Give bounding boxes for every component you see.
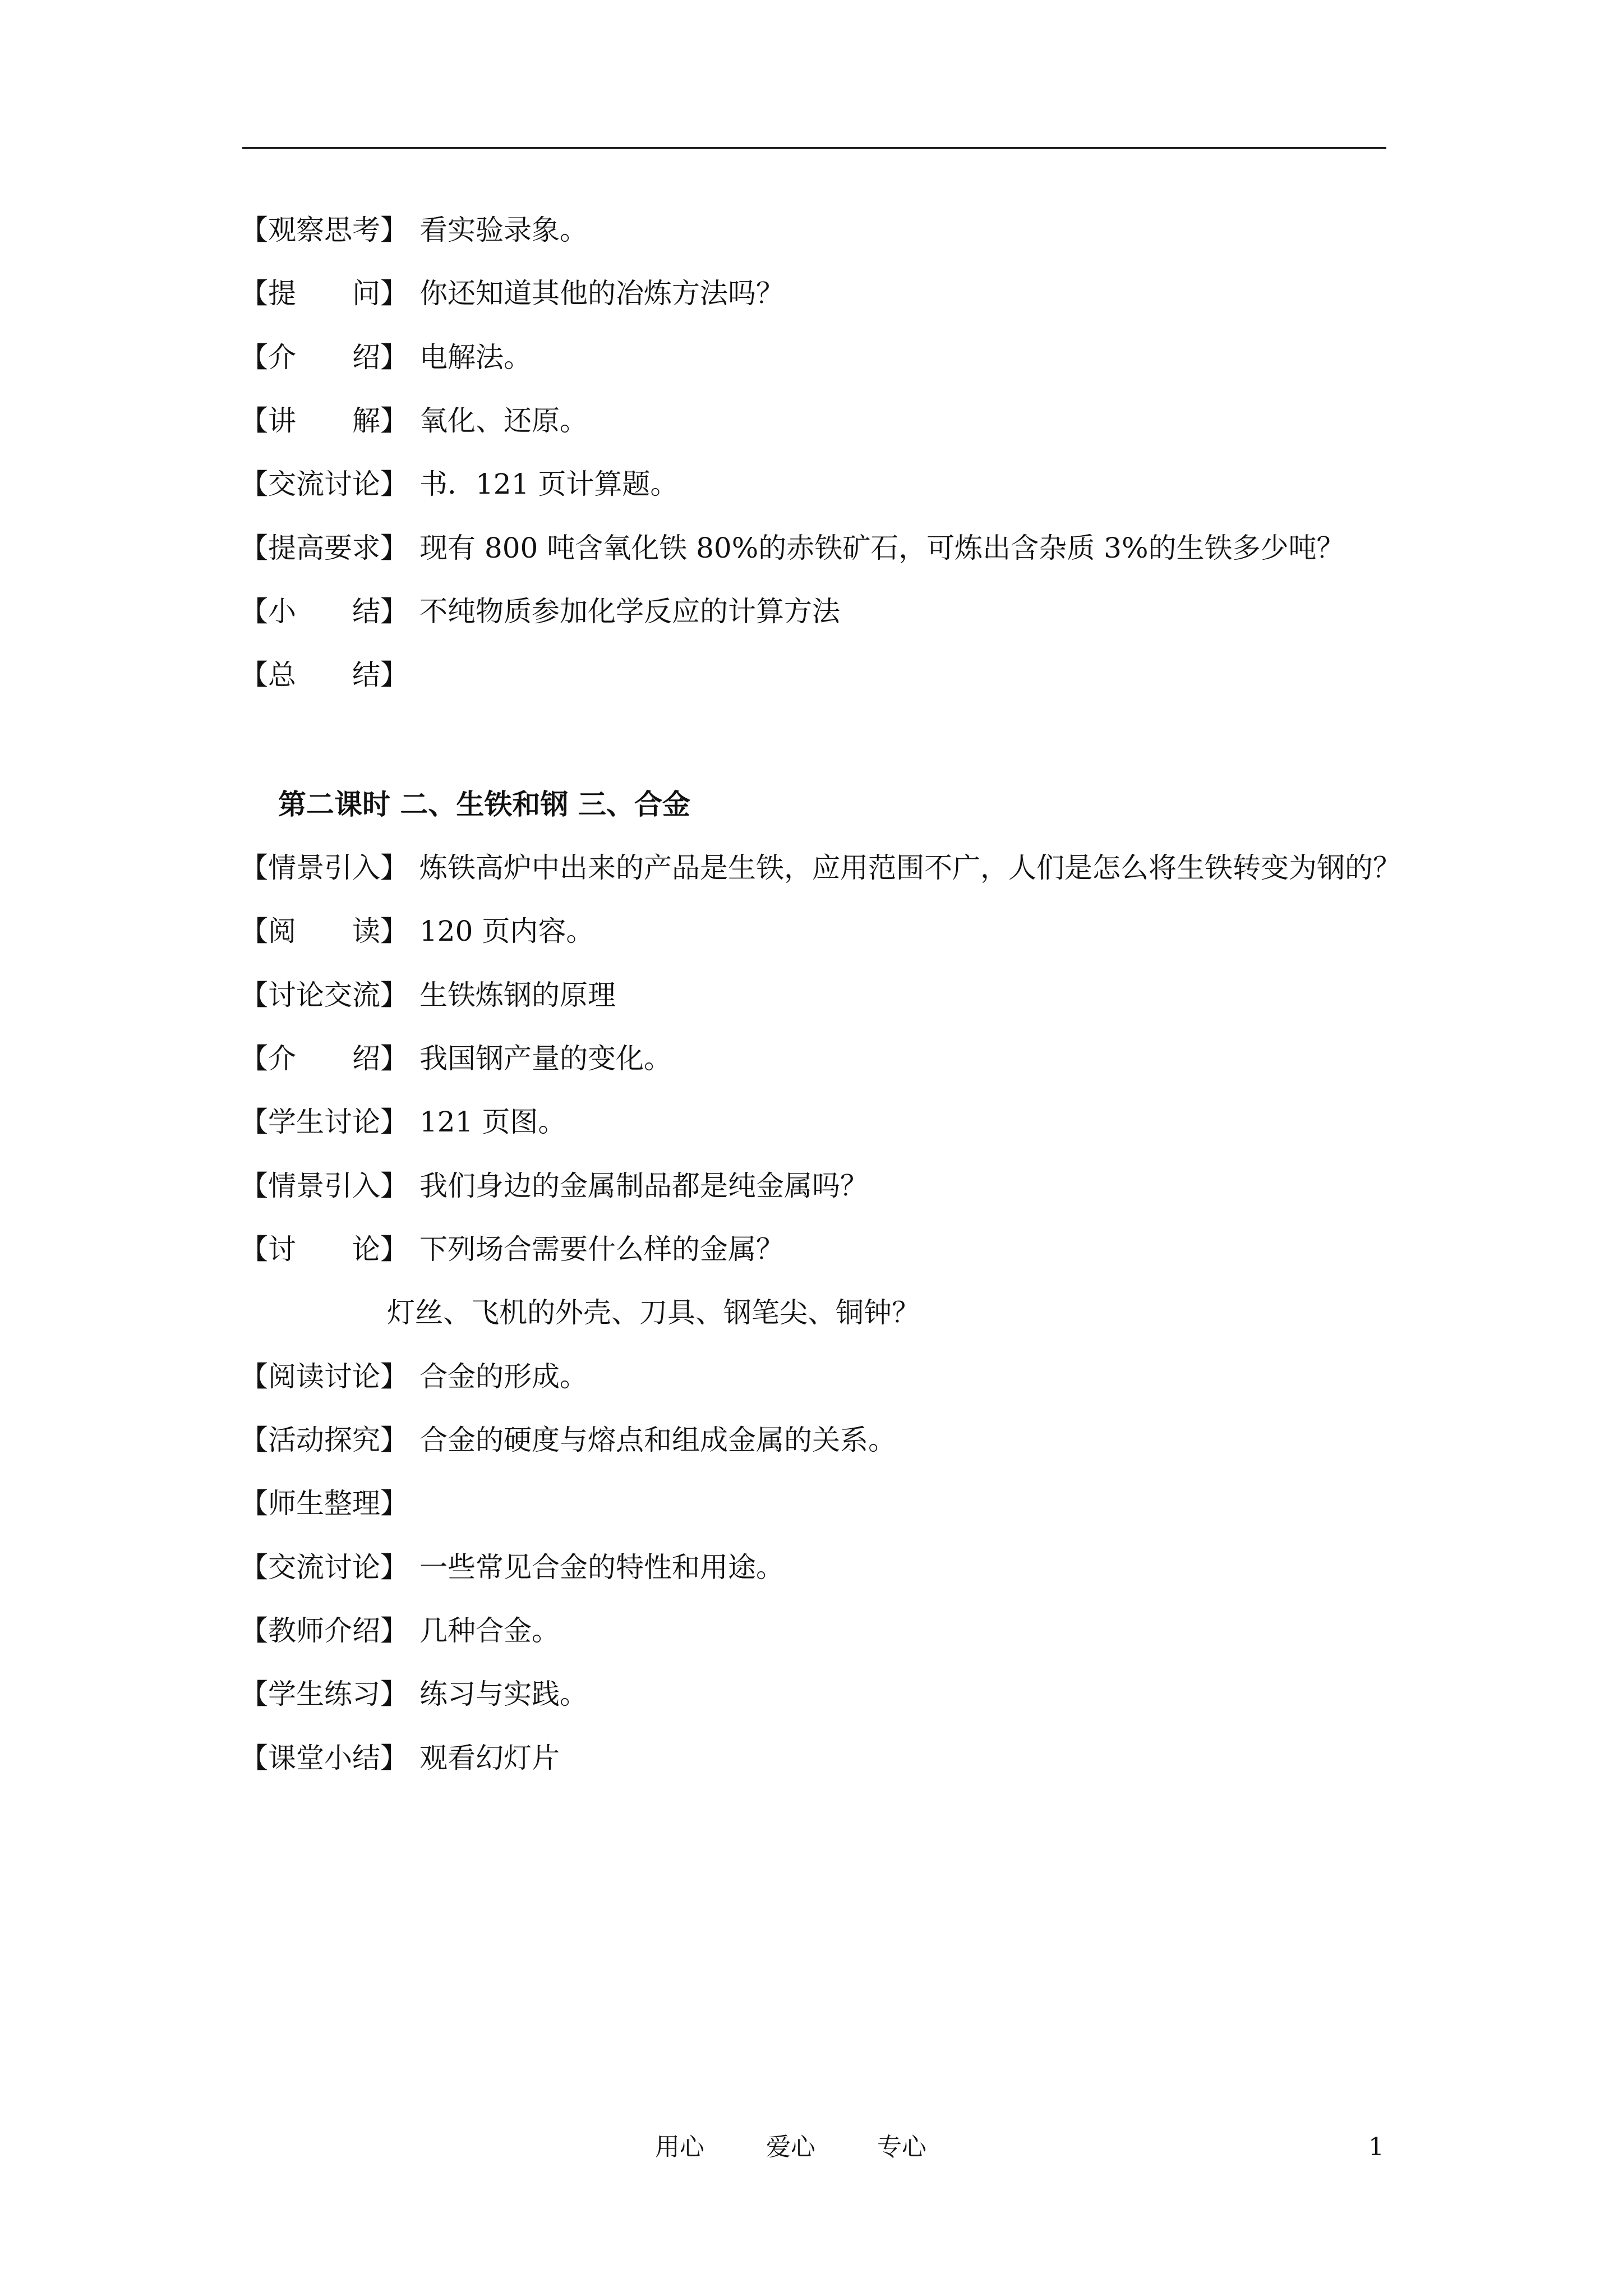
line-text: 合金的形成。 xyxy=(419,1360,588,1393)
line-scenario-intro-metals xyxy=(240,1169,868,1203)
line-discuss xyxy=(240,1232,784,1266)
line-tag: 【讨论交流】 xyxy=(240,979,408,1011)
line-text: 电解法。 xyxy=(419,341,532,374)
line-tag: 【介 绍】 xyxy=(240,1042,408,1075)
line-question xyxy=(240,277,784,310)
footer-motto-word: 专心 xyxy=(877,2133,926,2161)
line-tag: 【介 绍】 xyxy=(240,341,408,374)
line-summary xyxy=(240,595,840,628)
line-text: 我们身边的金属制品都是纯金属吗？ xyxy=(419,1170,868,1202)
line-student-discussion xyxy=(240,1105,566,1139)
line-explain xyxy=(240,404,588,438)
line-observe-think xyxy=(240,213,588,247)
line-discussion xyxy=(240,467,678,501)
line-text: 观看幻灯片 xyxy=(419,1742,560,1774)
line-tag: 【阅 读】 xyxy=(240,915,408,947)
line-tag: 【学生讨论】 xyxy=(240,1106,408,1138)
line-student-practice xyxy=(240,1677,588,1711)
line-text: 练习与实践。 xyxy=(419,1678,588,1710)
line-tag: 【总 结】 xyxy=(240,659,408,691)
line-text: 生铁炼钢的原理 xyxy=(419,979,616,1011)
line-advanced-requirement xyxy=(240,531,1344,565)
line-class-summary xyxy=(240,1741,560,1775)
indented-examples: 灯丝、飞机的外壳、刀具、钢笔尖、铜钟？ xyxy=(387,1296,920,1329)
line-tag: 【情景引入】 xyxy=(240,852,408,884)
line-tag: 【交流讨论】 xyxy=(240,468,408,500)
line-introduce-steel xyxy=(240,1042,672,1075)
line-tag: 【提高要求】 xyxy=(240,532,408,564)
line-tag: 【讨 论】 xyxy=(240,1233,408,1266)
line-discussion-exchange xyxy=(240,978,616,1012)
line-teacher-introduce xyxy=(240,1614,560,1648)
line-tag: 【观察思考】 xyxy=(240,214,408,246)
line-text: 看实验录象。 xyxy=(419,214,588,246)
line-teacher-student-organize xyxy=(240,1487,419,1520)
line-tag: 【教师介绍】 xyxy=(240,1614,408,1647)
line-text: 不纯物质参加化学反应的计算方法 xyxy=(419,595,840,628)
line-text: 几种合金。 xyxy=(419,1614,560,1647)
footer-motto-word: 用心 xyxy=(655,2133,704,2161)
footer-motto xyxy=(655,2132,988,2163)
line-tag: 【活动探究】 xyxy=(240,1424,408,1456)
line-conclusion xyxy=(240,658,419,692)
footer-motto-word: 爱心 xyxy=(766,2133,815,2161)
line-exchange-discussion xyxy=(240,1550,784,1584)
line-text: 120 页内容。 xyxy=(419,915,594,947)
page-number: 1 xyxy=(1368,2133,1384,2161)
header-rule xyxy=(242,147,1386,149)
line-text: 合金的硬度与熔点和组成金属的关系。 xyxy=(419,1424,896,1456)
line-text: 现有 800 吨含氧化铁 80%的赤铁矿石，可炼出含杂质 3%的生铁多少吨？ xyxy=(419,532,1345,564)
line-reading-discussion xyxy=(240,1360,588,1393)
section-heading: 第二课时 二、生铁和钢 三、合金 xyxy=(278,788,690,821)
line-text: 下列场合需要什么样的金属？ xyxy=(419,1233,784,1266)
line-tag: 【讲 解】 xyxy=(240,404,408,437)
line-text: 书．121 页计算题。 xyxy=(419,468,679,500)
line-text: 我国钢产量的变化。 xyxy=(419,1042,672,1075)
line-tag: 【小 结】 xyxy=(240,595,408,628)
line-text: 氧化、还原。 xyxy=(419,404,588,437)
line-introduce xyxy=(240,341,532,374)
line-text: 121 页图。 xyxy=(419,1106,566,1138)
line-text: 炼铁高炉中出来的产品是生铁，应用范围不广，人们是怎么将生铁转变为钢的？ xyxy=(419,852,1401,884)
line-tag: 【师生整理】 xyxy=(240,1487,408,1520)
line-tag: 【交流讨论】 xyxy=(240,1551,408,1584)
line-text: 一些常见合金的特性和用途。 xyxy=(419,1551,784,1584)
line-text: 你还知道其他的冶炼方法吗？ xyxy=(419,277,784,310)
line-scenario-intro xyxy=(240,851,1401,885)
line-tag: 【课堂小结】 xyxy=(240,1742,408,1774)
line-tag: 【提 问】 xyxy=(240,277,408,310)
line-activity-explore xyxy=(240,1423,896,1457)
line-tag: 【学生练习】 xyxy=(240,1678,408,1710)
line-tag: 【阅读讨论】 xyxy=(240,1360,408,1393)
line-reading xyxy=(240,914,594,948)
line-tag: 【情景引入】 xyxy=(240,1170,408,1202)
